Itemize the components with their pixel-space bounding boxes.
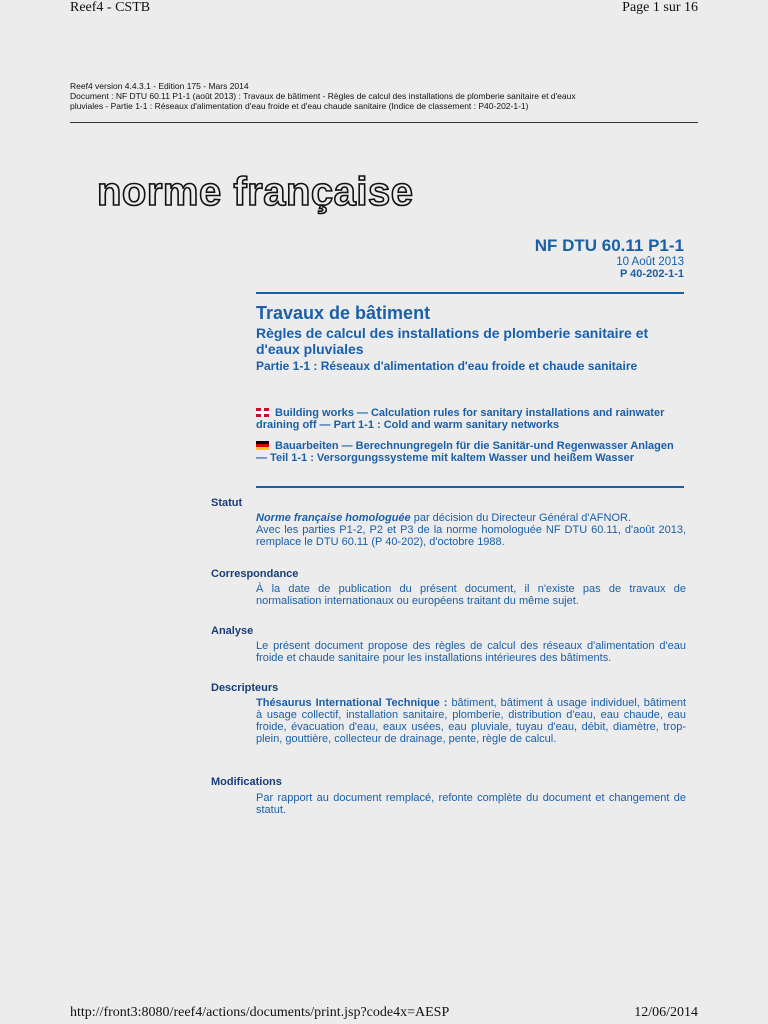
section-body-statut [256,512,686,548]
document-meta [70,81,710,111]
browser-page-title: Reef4 - CSTB [70,0,151,15]
section-heading-descripteurs: Descripteurs [211,682,279,694]
footer-date: 12/06/2014 [634,1005,698,1020]
norme-francaise-heading: norme française [97,170,414,214]
translation-german [256,440,686,464]
uk-flag-icon [256,408,269,417]
section-body-analyse: Le présent document propose des règles de calcul des réseaux d'alimentation d'eau froide et chaude sanitaire pour les installations intérieures des bâtiments. [256,640,686,664]
title-main: Travaux de bâtiment [256,303,431,323]
reference-number: NF DTU 60.11 P1-1 [534,236,684,255]
meta-version: Reef4 version 4.4.3.1 - Edition 175 - Mars 2014 [70,81,249,91]
statut-text-2: Avec les parties P1-2, P2 et P3 de la norme homologuée NF DTU 60.11, d'août 2013, remplace le DTU 60.11 (P 40-202), d'octobre 1988. [256,524,686,548]
title-block [256,302,686,373]
meta-divider [70,122,698,123]
title-divider-bottom [256,486,684,488]
page-counter: Page 1 sur 16 [622,0,698,15]
meta-document-cont: pluviales - Partie 1-1 : Réseaux d'alimentation d'eau froide et d'eau chaude sanitaire (Indice de classement : P40-202-1-1) [70,101,529,111]
statut-text-1: par décision du Directeur Général d'AFNOR. [410,512,632,524]
translation-english [256,407,686,431]
translation-english-text: Building works — Calculation rules for sanitary installations and rainwater draining off — Part 1-1 : Cold and warm sanitary networks [256,407,665,431]
reference-block [535,236,684,280]
title-part: Partie 1-1 : Réseaux d'alimentation d'eau froide et chaude sanitaire [256,359,638,373]
section-heading-correspondance: Correspondance [211,568,299,580]
reference-date: 10 Août 2013 [616,256,684,268]
descripteurs-label: Thésaurus International Technique : [256,697,448,709]
section-body-descripteurs [256,697,686,745]
footer-url: http://front3:8080/reef4/actions/documents/print.jsp?code4x=AESP [70,1005,450,1020]
section-heading-statut: Statut [211,497,243,509]
section-heading-analyse: Analyse [211,625,254,637]
section-heading-modifications: Modifications [211,776,282,788]
section-body-correspondance: À la date de publication du présent document, il n'existe pas de travaux de normalisation internationaux ou européens traitant du même sujet. [256,583,686,607]
statut-emphasis: Norme française homologuée [256,512,411,524]
descripteurs-text: bâtiment, bâtiment à usage individuel, bâtiment à usage collectif, installation sanitaire, plomberie, distribution d'eau, eau chaude, eau froide, évacuation d'eau, eaux usées, eau pluviale, tuyau d'eau, débit, diamètre, trop-plein, gouttière, collecteur de drainage, pente, règle de calcul. [256,697,686,745]
title-subtitle: Règles de calcul des installations de plomberie sanitaire et d'eaux pluviales [256,325,649,357]
title-divider-top [256,292,684,294]
german-flag-icon [256,441,269,450]
translation-german-text: Bauarbeiten — Berechnungregeln für die Sanitär-und Regenwasser Anlagen — Teil 1-1 : Versorgungssysteme mit kaltem Wasser und heißem Wasser [256,440,674,464]
meta-document: Document : NF DTU 60.11 P1-1 (août 2013) : Travaux de bâtiment - Règles de calcul des installations de plomberie sanitaire et d'eaux [70,91,576,101]
reference-code: P 40-202-1-1 [619,268,684,280]
section-body-modifications: Par rapport au document remplacé, refonte complète du document et changement de statut. [256,792,686,816]
